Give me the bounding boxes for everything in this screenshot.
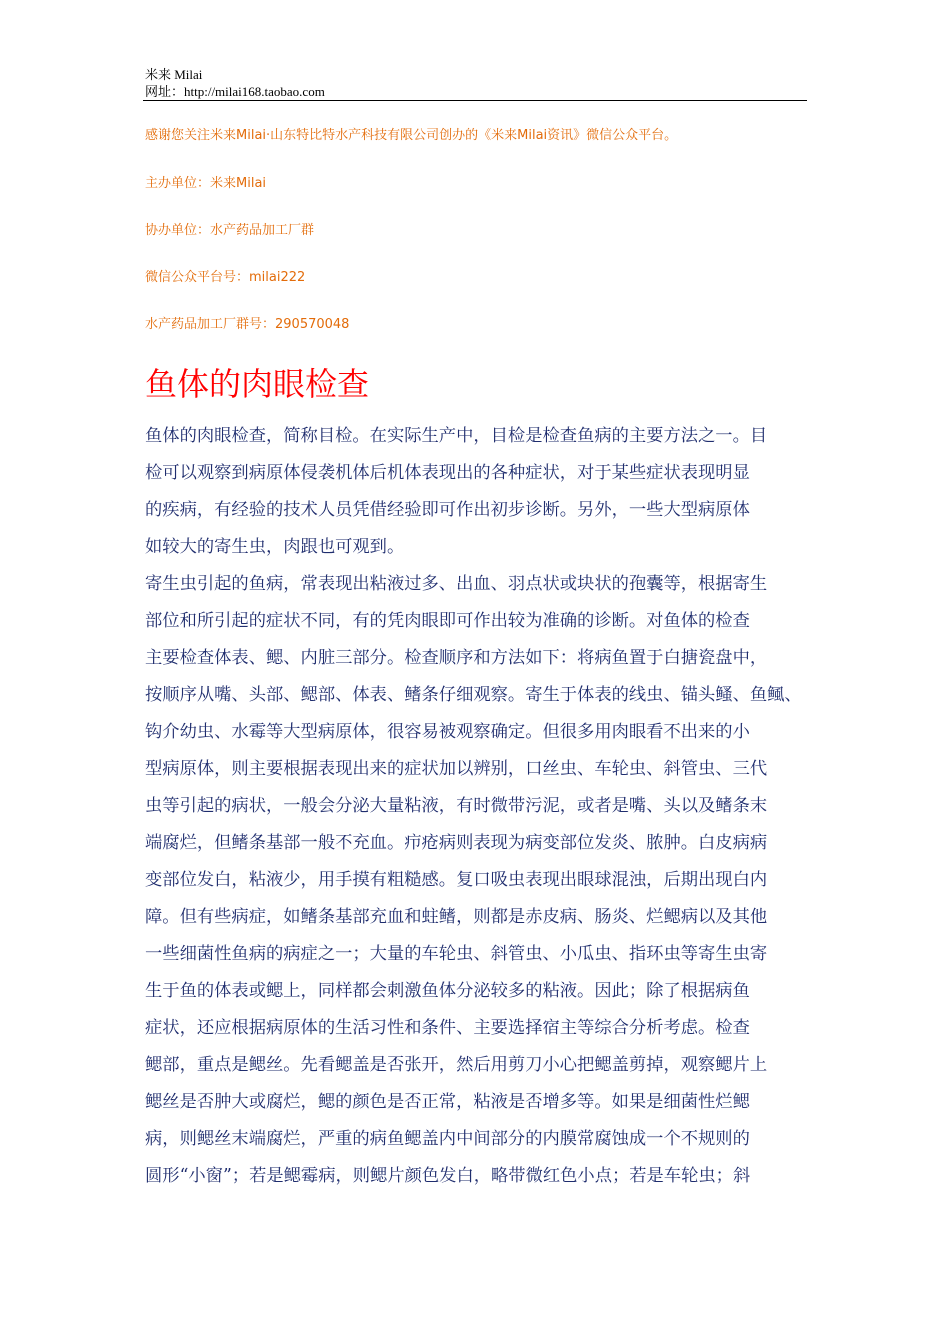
body-line: 鱼体的肉眼检查，简称目检。在实际生产中，目检是检查鱼病的主要方法之一。目 [145,426,768,446]
body-line: 症状，还应根据病原体的生活习性和条件、主要选择宿主等综合分析考虑。检查 [145,1018,750,1038]
body-line: 部位和所引起的症状不同，有的凭肉眼即可作出较为准确的诊断。对鱼体的检查 [145,611,750,631]
header-website: 网址：http://milai168.taobao.com [145,84,325,99]
body-line: 按顺序从嘴、头部、鳃部、体表、鳍条仔细观察。寄生于体表的线虫、锚头鳋、鱼鲺、 [145,685,802,705]
body-line: 障。但有些病症，如鳍条基部充血和蛀鳍，则都是赤皮病、肠炎、烂鳃病以及其他 [145,907,768,927]
body-line: 钩介幼虫、水霉等大型病原体，很容易被观察确定。但很多用肉眼看不出来的小 [145,722,750,742]
body-line: 主要检查体表、鳃、内脏三部分。检查顺序和方法如下：将病鱼置于白搪瓷盘中， [145,648,768,668]
intro-wechat: 微信公众平台号：milai222 [145,270,306,285]
body-line: 型病原体，则主要根据表现出来的症状加以辨别，口丝虫、车轮虫、斜管虫、三代 [145,759,768,779]
body-line: 如较大的寄生虫，肉跟也可观到。 [145,537,405,557]
body-line: 变部位发白，粘液少，用手摸有粗糙感。复口吸虫表现出眼球混浊，后期出现白内 [145,870,768,890]
header-divider [143,100,807,101]
body-line: 的疾病，有经验的技术人员凭借经验即可作出初步诊断。另外，一些大型病原体 [145,500,750,520]
intro-co-host: 协办单位：水产药品加工厂群 [145,223,315,238]
body-line: 病，则鳃丝末端腐烂，严重的病鱼鳃盖内中间部分的内膜常腐蚀成一个不规则的 [145,1129,750,1149]
intro-host: 主办单位：米来Milai [145,176,267,191]
body-line: 鳃部，重点是鳃丝。先看鳃盖是否张开，然后用剪刀小心把鳃盖剪掉，观察鳃片上 [145,1055,768,1075]
body-line: 鳃丝是否肿大或腐烂，鳃的颜色是否正常，粘液是否增多等。如果是细菌性烂鳃 [145,1092,750,1112]
body-line: 虫等引起的病状，一般会分泌大量粘液，有时微带污泥，或者是嘴、头以及鳍条末 [145,796,768,816]
body-line: 一些细菌性鱼病的病症之一；大量的车轮虫、斜管虫、小瓜虫、指环虫等寄生虫寄 [145,944,768,964]
article-body [145,418,808,1195]
intro-thanks: 感谢您关注米来Milai·山东特比特水产科技有限公司创办的《米来Milai资讯》微信公众平台。 [145,128,678,143]
body-line: 生于鱼的体表或鳃上，同样都会刺激鱼体分泌较多的粘液。因此；除了根据病鱼 [145,981,750,1001]
body-line: 检可以观察到病原体侵袭机体后机体表现出的各种症状，对于某些症状表现明显 [145,463,750,483]
body-line: 寄生虫引起的鱼病，常表现出粘液过多、出血、羽点状或块状的孢囊等，根据寄生 [145,574,768,594]
body-line: 圆形“小窗”；若是鳃霉病，则鳃片颜色发白，略带微红色小点；若是车轮虫；斜 [145,1166,751,1186]
header-brand: 米来 Milai [145,67,203,82]
article-title: 鱼体的肉眼检查 [145,365,370,403]
intro-group: 水产药品加工厂群号：290570048 [145,317,350,332]
body-line: 端腐烂，但鳍条基部一般不充血。疖疮病则表现为病变部位发炎、脓肿。白皮病病 [145,833,768,853]
